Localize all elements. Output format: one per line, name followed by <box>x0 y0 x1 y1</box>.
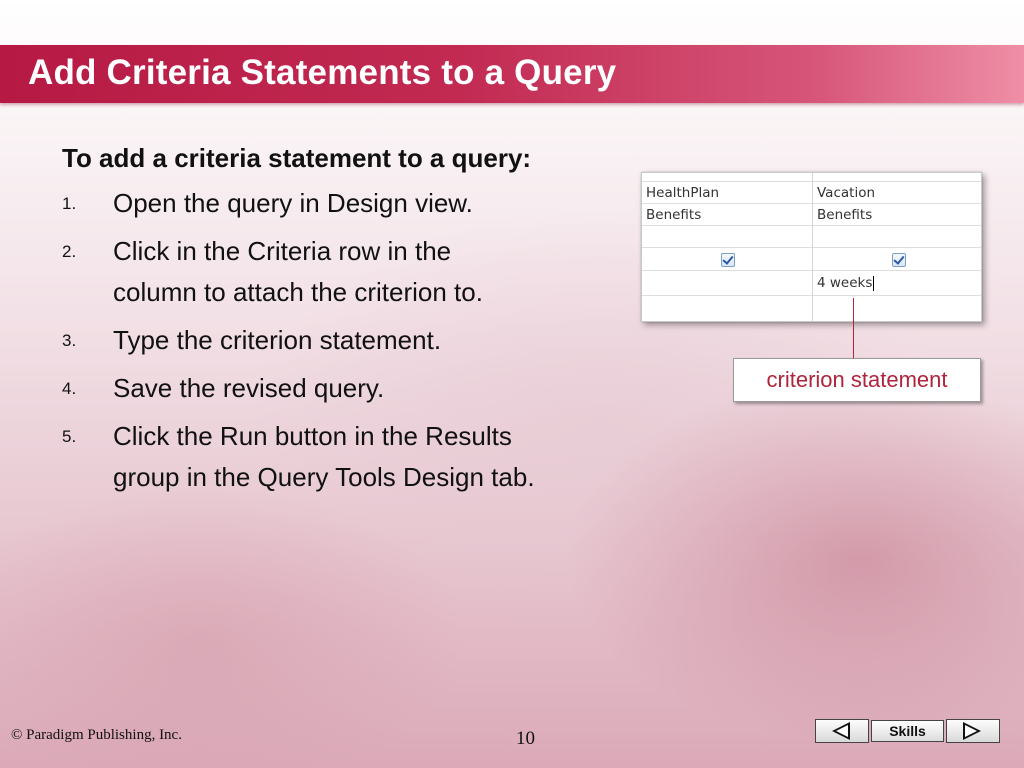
skills-button[interactable]: Skills <box>871 720 944 742</box>
field-cell[interactable]: HealthPlan <box>646 185 720 201</box>
step-text: Save the revised query. <box>113 373 385 403</box>
next-slide-button[interactable] <box>946 719 1000 743</box>
copyright-text: © Paradigm Publishing, Inc. <box>11 727 182 743</box>
criteria-cell[interactable] <box>817 272 874 294</box>
previous-slide-button[interactable] <box>815 719 869 743</box>
step-text: Click in the Criteria row in the column to attach the criterion to. <box>113 236 483 307</box>
steps-list <box>62 183 542 498</box>
field-cell[interactable]: Vacation <box>817 185 876 201</box>
step-number: 4. <box>62 379 77 398</box>
step-item <box>62 183 542 224</box>
show-checkbox[interactable] <box>721 253 735 267</box>
lead-text: To add a criteria statement to a query: <box>62 143 532 173</box>
text-cursor <box>873 276 874 291</box>
grid-column-vacation[interactable] <box>813 173 981 321</box>
step-number: 1. <box>62 194 77 213</box>
table-cell[interactable]: Benefits <box>646 207 702 223</box>
slide-navigation <box>815 719 1001 743</box>
step-item <box>62 368 542 409</box>
grid-column-healthplan[interactable] <box>642 173 813 321</box>
query-design-grid <box>642 173 981 321</box>
step-number: 2. <box>62 242 77 261</box>
step-item <box>62 416 542 498</box>
criterion-callout: criterion statement <box>733 358 981 402</box>
show-checkbox[interactable] <box>892 253 906 267</box>
criteria-text: 4 weeks <box>817 275 873 291</box>
callout-pointer-line <box>853 298 854 358</box>
step-number: 5. <box>62 427 77 446</box>
slide-content <box>62 138 542 505</box>
step-number: 3. <box>62 331 77 350</box>
step-text: Click the Run button in the Results group in the Query Tools Design tab. <box>113 421 535 492</box>
step-text: Type the criterion statement. <box>113 325 442 355</box>
table-cell[interactable]: Benefits <box>817 207 873 223</box>
step-text: Open the query in Design view. <box>113 188 473 218</box>
page-number: 10 <box>516 728 535 749</box>
right-arrow-icon <box>963 722 981 740</box>
left-arrow-icon <box>832 722 850 740</box>
slide-title: Add Criteria Statements to a Query <box>28 53 617 92</box>
step-item <box>62 320 542 361</box>
query-design-grid-screenshot <box>641 172 982 322</box>
step-item <box>62 231 542 313</box>
title-bar <box>0 45 1024 103</box>
